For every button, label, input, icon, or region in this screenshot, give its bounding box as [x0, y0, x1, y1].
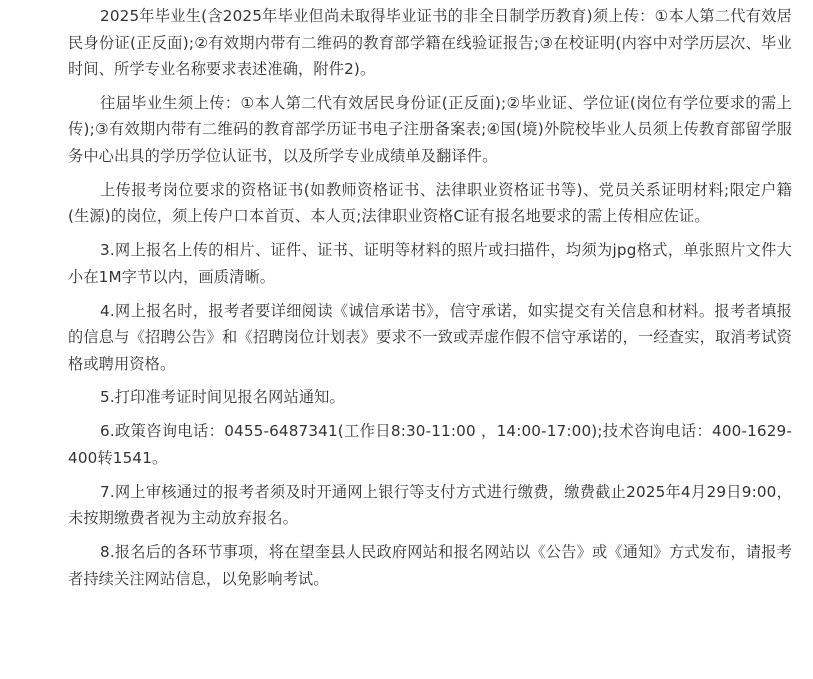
- paragraph-item-6-hotline: 6.政策咨询电话：0455-6487341(工作日8:30-11:00 ，14:00-17:00);技术咨询电话：400-1629-400转1541。: [68, 422, 792, 467]
- paragraph-item-8-announcements: 8.报名后的各环节事项，将在望奎县人民政府网站和报名网站以《公告》或《通知》方式发布，请报考者持续关注网站信息，以免影响考试。: [68, 543, 792, 588]
- paragraph-item-4-integrity: 4.网上报名时，报考者要详细阅读《诚信承诺书》，信守承诺，如实提交有关信息和材料。报考者填报的信息与《招聘公告》和《招聘岗位计划表》要求不一致或弄虚作假不信守承诺的，一经查实，取消考试资格或聘用资格。: [68, 301, 792, 373]
- paragraph-item-7-payment: 7.网上审核通过的报考者须及时开通网上银行等支付方式进行缴费，缴费截止2025年4月29日9:00，未按期缴费者视为主动放弃报名。: [68, 482, 792, 528]
- notice-body: [68, 3, 792, 592]
- paragraph-fresh-graduate-materials: 2025年毕业生(含2025年毕业但尚未取得毕业证书的非全日制学历教育)须上传：①本人第二代有效居民身份证(正反面);②有效期内带有二维码的教育部学籍在线验证报告;③在校证明(内容中对学历层次、毕业时间、所学专业名称要求表述准确，附件2)。: [68, 7, 792, 78]
- paragraph-qualification-certificates: 上传报考岗位要求的资格证书(如教师资格证书、法律职业资格证书等)、党员关系证明材料;限定户籍(生源)的岗位，须上传户口本首页、本人页;法律职业资格C证有报名地要求的需上传相应佐证。: [68, 180, 792, 226]
- paragraph-item-3-photo-format: 3.网上报名上传的相片、证件、证书、证明等材料的照片或扫描件，均须为jpg格式，单张照片文件大小在1M字节以内，画质清晰。: [68, 241, 792, 286]
- paragraph-item-5-admission-ticket: 5.打印准考证时间见报名网站通知。: [100, 388, 345, 407]
- paragraph-past-graduate-materials: 往届毕业生须上传：①本人第二代有效居民身份证(正反面);②毕业证、学位证(岗位有学位要求的需上传);③有效期内带有二维码的教育部学历证书电子注册备案表;④国(境)外院校毕业人员须上传教育部留学服务中心出具的学历学位认证书，以及所学专业成绩单及翻译件。: [68, 93, 792, 165]
